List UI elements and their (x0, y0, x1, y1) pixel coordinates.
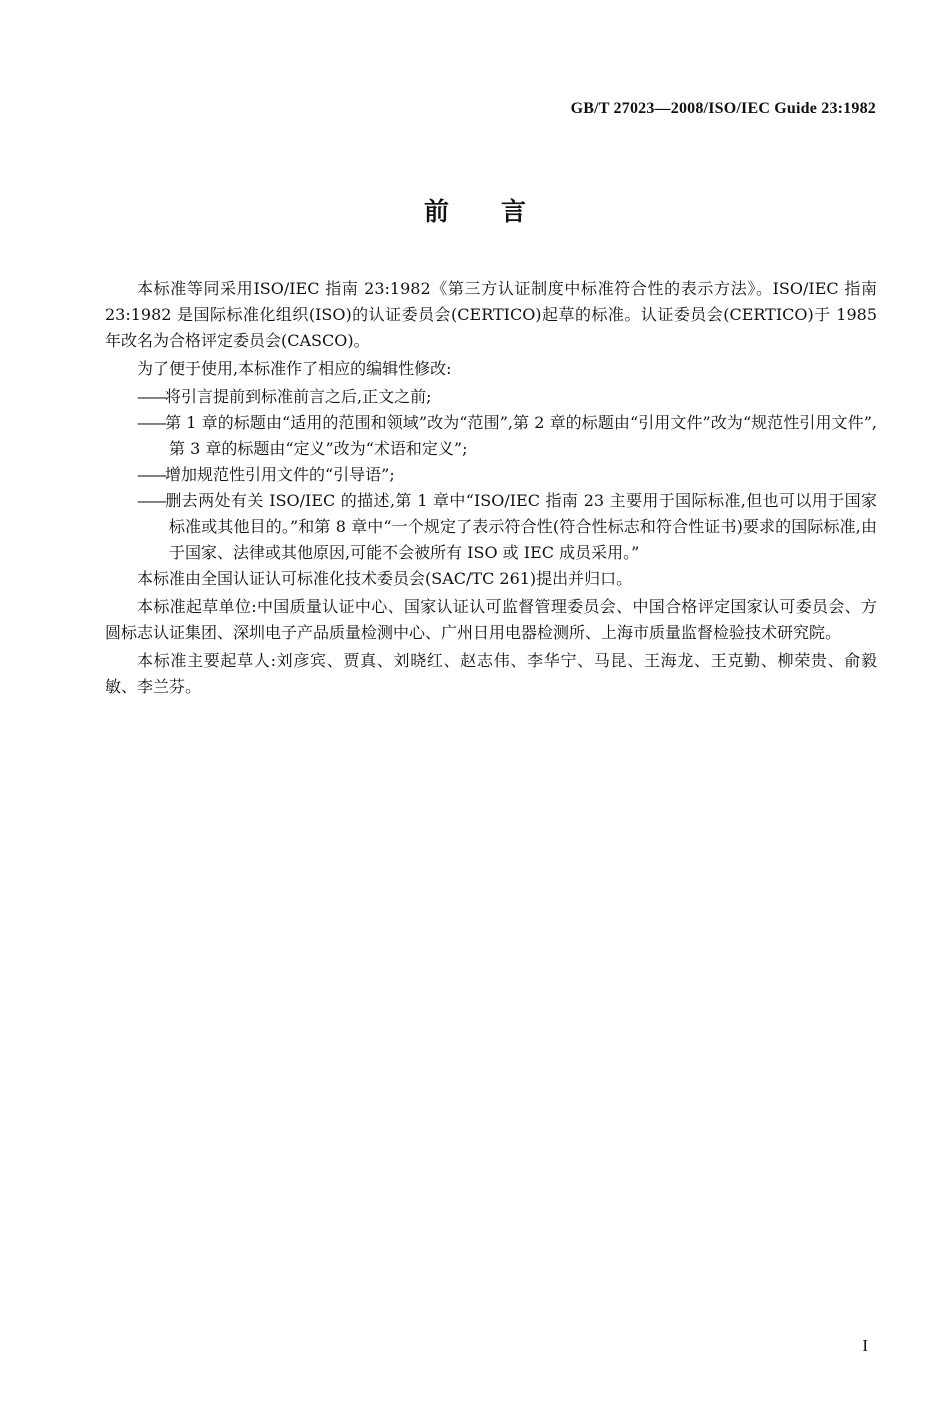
dash-marker: —— (137, 387, 165, 406)
list-item-text: 增加规范性引用文件的“引导语”; (165, 465, 395, 484)
page-title: 前言 (423, 197, 578, 226)
paragraph-proposer: 本标准由全国认证认可标准化技术委员会(SAC/TC 261)提出并归口。 (137, 569, 633, 588)
standard-code-header: GB/T 27023—2008/ISO/IEC Guide 23:1982 (570, 100, 876, 117)
list-item-text: 将引言提前到标准前言之后,正文之前; (165, 387, 432, 406)
list-item (137, 462, 877, 488)
paragraph-edits-intro: 为了便于使用,本标准作了相应的编辑性修改: (137, 359, 452, 378)
dash-marker: —— (137, 465, 165, 484)
paragraph-adoption: 本标准等同采用ISO/IEC 指南 23:1982《第三方认证制度中标准符合性的表示方法》。ISO/IEC 指南 23:1982 是国际标准化组织(ISO)的认证委员会(CERTICO)起草的标准。认证委员会(CERTICO)于 1985 年改名为合格评定委员会(CASCO)。 (105, 279, 877, 350)
list-item (137, 384, 877, 410)
dash-marker: —— (137, 413, 165, 432)
page-number: I (862, 1336, 868, 1355)
paragraph-drafters: 本标准主要起草人:刘彦宾、贾真、刘晓红、赵志伟、李华宁、马昆、王海龙、王克勤、柳荣贵、俞毅敏、李兰芬。 (105, 651, 877, 696)
list-item-text: 删去两处有关 ISO/IEC 的描述,第 1 章中“ISO/IEC 指南 23 主要用于国际标准,但也可以用于国家标准或其他目的。”和第 8 章中“一个规定了表示符合性(符合性标志和符合性证书)要求的国际标准,由于国家、法律或其他原因,可能不会被所有 ISO 或 IEC 成员采用。” (165, 491, 877, 562)
edit-list (105, 384, 877, 566)
paragraph-drafting-units: 本标准起草单位:中国质量认证中心、国家认证认可监督管理委员会、中国合格评定国家认可委员会、方圆标志认证集团、深圳电子产品质量检测中心、广州日用电器检测所、上海市质量监督检验技术研究院。 (105, 597, 877, 642)
foreword-body (105, 276, 877, 702)
list-item (137, 410, 877, 462)
list-item (137, 488, 877, 566)
list-item-text: 第 1 章的标题由“适用的范围和领域”改为“范围”,第 2 章的标题由“引用文件”改为“规范性引用文件”,第 3 章的标题由“定义”改为“术语和定义”; (165, 413, 877, 458)
dash-marker: —— (137, 491, 165, 510)
